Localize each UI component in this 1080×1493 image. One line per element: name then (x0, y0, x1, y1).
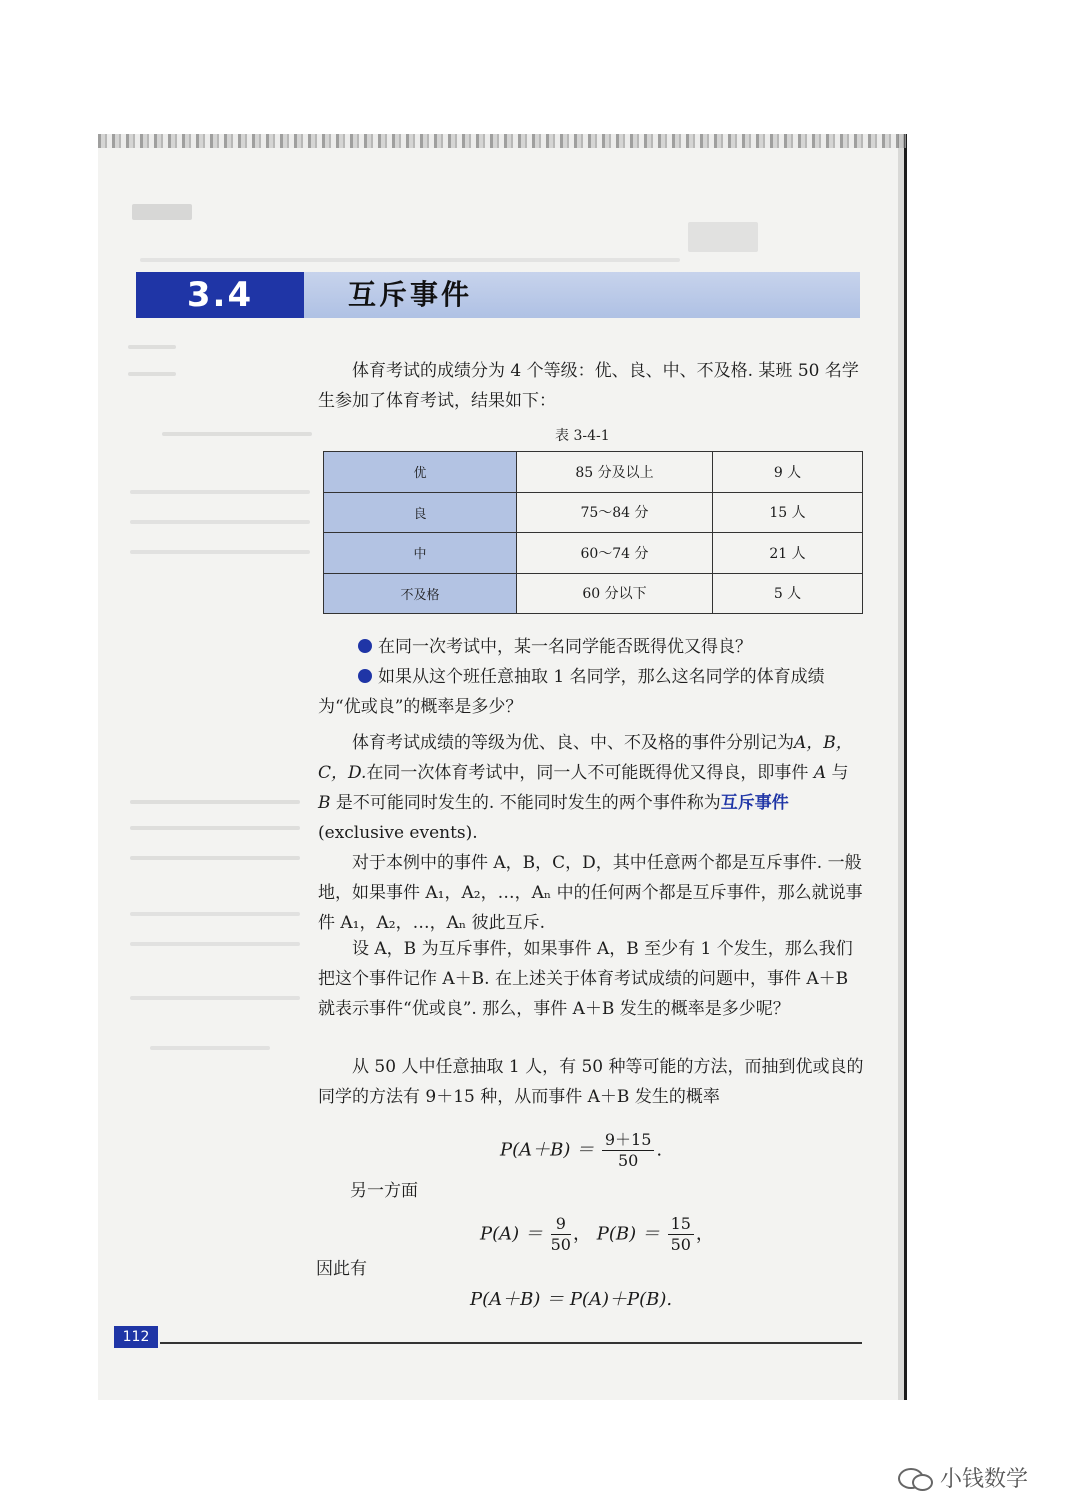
text-span: 在同一次体育考试中，同一人不可能既得优又得良，即事件 (366, 763, 809, 783)
bleed-through (132, 204, 192, 220)
text-span: 是不可能同时发生的. 不能同时发生的两个事件称为 (335, 793, 721, 813)
question-text: 如果从这个班任意抽取 1 名同学，那么这名同学的体育成绩为“优或良”的概率是多少？ (318, 667, 825, 717)
section-header (136, 272, 860, 318)
bleed-through (130, 856, 300, 860)
table-row (324, 452, 863, 493)
grade-cell: 中 (324, 533, 517, 574)
bottom-rule (160, 1342, 862, 1344)
math-span: B (318, 793, 331, 813)
question-1 (358, 632, 864, 662)
grade-cell: 良 (324, 492, 517, 533)
bullet-icon (358, 639, 372, 653)
formula-addition-rule: P(A＋B) ＝ P(A)＋P(B). (470, 1289, 673, 1310)
formula-end: ， (695, 1223, 714, 1245)
formula-lhs: P(A) ＝ (480, 1223, 543, 1245)
question-text: 在同一次考试中，某一名同学能否既得优又得良？ (378, 637, 752, 657)
count-cell: 21 人 (713, 533, 863, 574)
fraction-numerator: 9 (551, 1214, 571, 1235)
therefore-label: 因此有 (316, 1259, 367, 1279)
grade-cell: 不及格 (324, 573, 517, 614)
bleed-through (130, 996, 300, 1000)
fraction (551, 1214, 571, 1255)
bleed-through (128, 372, 176, 376)
count-cell: 15 人 (713, 492, 863, 533)
formula-p-a-plus-b (500, 1130, 662, 1171)
paragraph-mutually-exclusive: 对于本例中的事件 A，B，C，D，其中任意两个都是互斥事件. 一般地，如果事件 A₁，A₂，…，Aₙ 中的任何两个都是互斥事件，那么就说事件 A₁，A₂，…，Aₙ 彼此互斥. (318, 853, 863, 933)
bleed-through (130, 490, 310, 494)
page-number: 112 (114, 1326, 158, 1348)
fraction-numerator: 9＋15 (602, 1130, 655, 1151)
bleed-through (130, 520, 310, 524)
fraction-denominator: 50 (550, 1235, 571, 1254)
bleed-through (130, 912, 300, 916)
range-cell: 85 分及以上 (517, 452, 713, 493)
question-2 (318, 662, 864, 722)
bleed-through (130, 942, 300, 946)
formula-p-a-p-b (480, 1214, 714, 1255)
text-span: 与 (831, 763, 849, 783)
formula-separator: ， (572, 1223, 591, 1245)
text-span: (exclusive events). (318, 823, 478, 843)
text-span: 体育考试成绩的等级为优、良、中、不及格的事件分别记为 (352, 733, 794, 753)
wechat-icon (898, 1466, 932, 1490)
table-caption: 表 3-4-1 (555, 428, 610, 444)
bleed-through (688, 222, 758, 252)
bleed-through (162, 432, 312, 436)
math-span: A (813, 763, 827, 783)
range-cell: 60～74 分 (517, 533, 713, 574)
section-title: 互斥事件 (348, 278, 473, 311)
fraction-denominator: 50 (617, 1151, 639, 1170)
bleed-through (130, 826, 300, 830)
bleed-through (140, 258, 680, 262)
count-cell: 5 人 (713, 573, 863, 614)
table-row (324, 573, 863, 614)
term-highlight: 互斥事件 (720, 793, 789, 813)
formula-lhs: P(A＋B) ＝ (500, 1139, 595, 1161)
paragraph-probability: 从 50 人中任意抽取 1 人，有 50 种等可能的方法，而抽到优或良的同学的方法有 9＋15 种，从而事件 A＋B 发生的概率 (318, 1057, 864, 1107)
table-row (324, 492, 863, 533)
fraction-denominator: 50 (670, 1235, 691, 1254)
range-cell: 60 分以下 (517, 573, 713, 614)
fraction (602, 1130, 655, 1171)
bleed-through (128, 345, 176, 349)
formula-lhs: P(B) ＝ (596, 1223, 660, 1245)
count-cell: 9 人 (713, 452, 863, 493)
bleed-through (130, 550, 310, 554)
paragraph-exclusive-definition (318, 728, 864, 848)
bullet-icon (358, 669, 372, 683)
other-side-label: 另一方面 (350, 1181, 418, 1201)
grade-cell: 优 (324, 452, 517, 493)
fraction-numerator: 15 (668, 1214, 694, 1235)
grades-table (323, 451, 863, 614)
intro-paragraph: 体育考试的成绩分为 4 个等级：优、良、中、不及格. 某班 50 名学生参加了体育考试，结果如下： (318, 361, 859, 411)
fraction (668, 1214, 694, 1255)
page-top-edge (98, 134, 906, 148)
watermark (898, 1462, 1028, 1493)
bleed-through (130, 800, 300, 804)
table-row (324, 533, 863, 574)
formula-end: . (656, 1139, 663, 1161)
range-cell: 75～84 分 (517, 492, 713, 533)
paragraph-union-event: 设 A，B 为互斥事件，如果事件 A，B 至少有 1 个发生，那么我们把这个事件记作 A＋B. 在上述关于体育考试成绩的问题中，事件 A＋B 就表示事件“优或良”. 那么，事件 A＋B 发生的概率是多少呢？ (318, 939, 853, 1019)
watermark-text: 小钱数学 (940, 1467, 1029, 1492)
bleed-through (150, 1046, 270, 1050)
section-number: 3.4 (136, 272, 304, 318)
math-span: A，B，C，D. (318, 733, 853, 783)
